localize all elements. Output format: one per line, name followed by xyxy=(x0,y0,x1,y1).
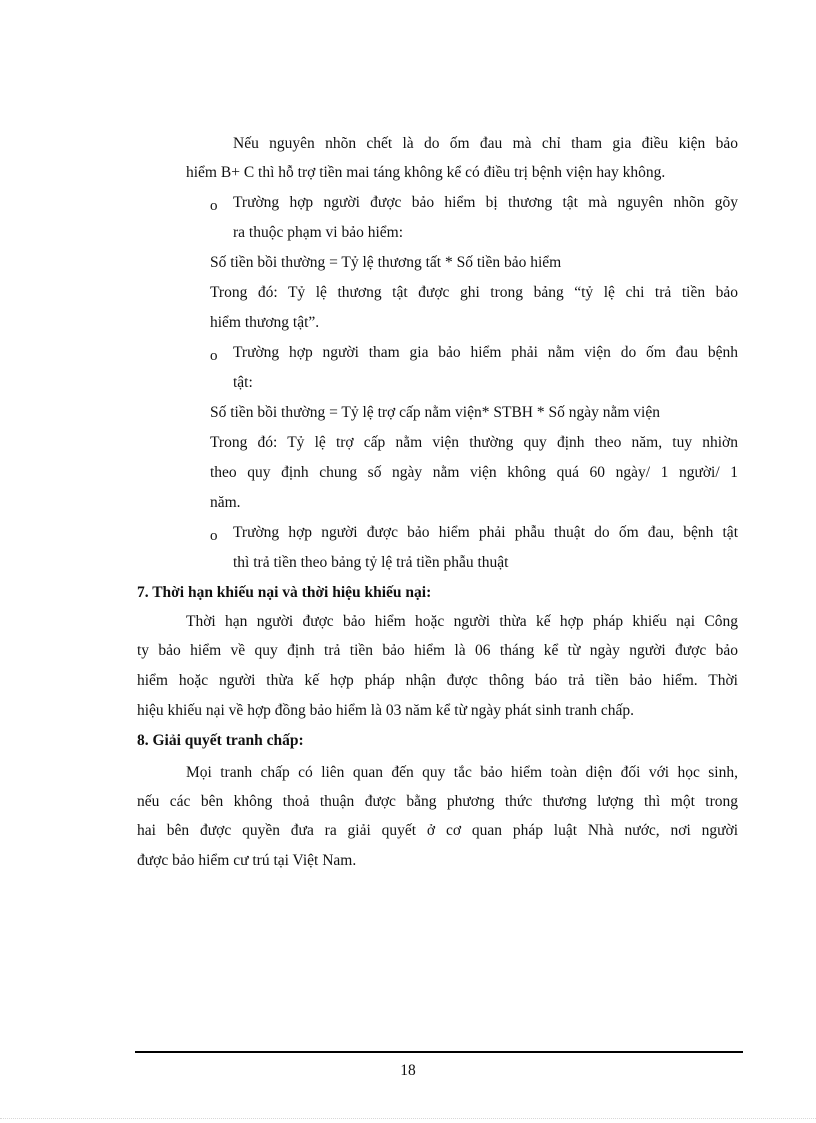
note-hospital-line-2: theo quy định chung số ngày nằm viện không quá 60 ngày/ 1 người/ 1 xyxy=(210,464,738,481)
bullet-marker: o xyxy=(210,348,218,364)
case-surgery-line-1: Trường hợp người được bảo hiểm phải phẫu thuật do ốm đau, bệnh tật xyxy=(233,524,738,541)
page-number: 18 xyxy=(400,1062,416,1079)
intro-paragraph-line-1: Nếu nguyên nhõn chết là do ốm đau mà chỉ tham gia điều kiện bảo xyxy=(233,135,738,152)
case-injury-line-1: Trường hợp người được bảo hiểm bị thương tật mà nguyên nhõn gõy xyxy=(233,194,738,211)
section-7-line-2: ty bảo hiểm về quy định trả tiền bảo hiểm là 06 tháng kể từ ngày người được bảo xyxy=(137,642,738,659)
case-hospital-line-2: tật: xyxy=(233,374,253,391)
section-8-line-3: hai bên được quyền đưa ra giải quyết ở cơ quan pháp luật Nhà nước, nơi người xyxy=(137,822,738,839)
section-8-line-2: nếu các bên không thoả thuận được bằng phương thức thương lượng thì một trong xyxy=(137,793,738,810)
formula-injury: Số tiền bồi thường = Tỷ lệ thương tất * Số tiền bảo hiểm xyxy=(210,254,562,271)
section-7-heading: 7. Thời hạn khiếu nại và thời hiệu khiếu nại: xyxy=(137,584,432,601)
bullet-marker: o xyxy=(210,198,218,214)
section-7-line-3: hiểm hoặc người thừa kế hợp pháp nhận được thông báo trả tiền bảo hiểm. Thời xyxy=(137,672,738,689)
section-8-heading: 8. Giải quyết tranh chấp: xyxy=(137,732,304,749)
intro-paragraph-line-2: hiểm B+ C thì hỗ trợ tiền mai táng không kể có điều trị bệnh viện hay không. xyxy=(186,164,666,181)
note-hospital-line-3: năm. xyxy=(210,494,241,511)
footer-rule xyxy=(135,1051,743,1053)
bullet-marker: o xyxy=(210,528,218,544)
case-surgery-line-2: thì trả tiền theo bảng tỷ lệ trả tiền phẫu thuật xyxy=(233,554,509,571)
note-hospital-line-1: Trong đó: Tỷ lệ trợ cấp nằm viện thường quy định theo năm, tuy nhiờn xyxy=(210,434,738,451)
section-7-line-1: Thời hạn người được bảo hiểm hoặc người thừa kế hợp pháp khiếu nại Công xyxy=(186,613,738,630)
section-8-line-1: Mọi tranh chấp có liên quan đến quy tắc bảo hiểm toàn diện đối với học sinh, xyxy=(186,764,738,781)
note-injury-line-2: hiểm thương tật”. xyxy=(210,314,320,331)
note-injury-line-1: Trong đó: Tỷ lệ thương tật được ghi trong bảng “tỷ lệ chi trả tiền bảo xyxy=(210,284,738,301)
page-bottom-border xyxy=(0,1118,816,1119)
section-8-line-4: được bảo hiểm cư trú tại Việt Nam. xyxy=(137,852,357,869)
formula-hospital: Số tiền bồi thường = Tỷ lệ trợ cấp nằm viện* STBH * Số ngày nằm viện xyxy=(210,404,660,421)
case-injury-line-2: ra thuộc phạm vi bảo hiểm: xyxy=(233,224,404,241)
case-hospital-line-1: Trường hợp người tham gia bảo hiểm phải nằm viện do ốm đau bệnh xyxy=(233,344,738,361)
section-7-line-4: hiệu khiếu nại về hợp đồng bảo hiểm là 03 năm kể từ ngày phát sinh tranh chấp. xyxy=(137,702,634,719)
